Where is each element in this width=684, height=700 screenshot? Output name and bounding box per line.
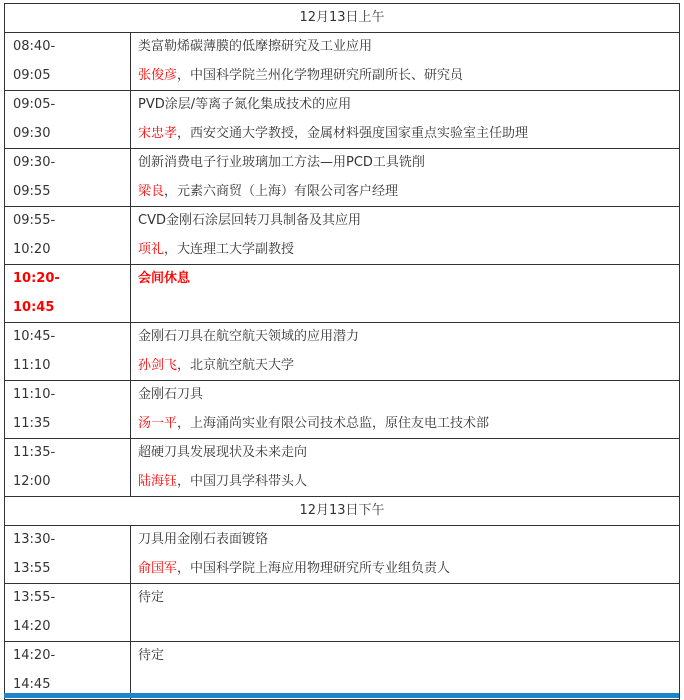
speaker-line [131,178,679,207]
speaker-affiliation: ，中国科学院上海应用物理研究所专业组负责人 [177,560,451,576]
speaker-line [131,294,679,323]
speaker-affiliation: ，上海涌尚实业有限公司技术总监，原住友电工技术部 [177,415,490,431]
session-row [5,526,680,584]
speaker-affiliation: ，中国刀具学科带头人 [177,473,308,489]
start-time: 09:55- [13,213,56,228]
speaker-affiliation: ，元素六商贸（上海）有限公司客户经理 [164,183,399,199]
end-time: 09:55 [13,183,51,199]
time-cell [5,439,131,497]
time-cell [5,584,131,642]
session-row [5,323,680,381]
end-time: 09:30 [13,125,51,141]
start-time: 09:30- [13,155,56,170]
session-row [5,439,680,497]
talk-title: 类富勒烯碳薄膜的低摩擦研究及工业应用 [138,39,373,54]
time-cell [5,381,131,439]
end-time: 13:55 [13,560,51,576]
section-header-row [5,497,680,526]
talk-title: 待定 [138,590,165,605]
talk-title: 待定 [138,648,165,663]
time-cell [5,207,131,265]
talk-title: 会间休息 [138,271,191,286]
talk-title: PVD涂层/等离子氮化集成技术的应用 [138,97,352,112]
topic-cell [131,207,680,265]
end-time: 10:45 [13,299,55,315]
time-cell [5,642,131,700]
time-cell [5,526,131,584]
end-time: 09:05 [13,67,51,83]
talk-title: 刀具用金刚石表面镀铬 [138,532,269,547]
speaker-name: 俞国军 [138,560,178,576]
speaker-line [131,352,679,381]
speaker-name: 陆海钰 [138,473,178,489]
speaker-line [131,555,679,584]
talk-title: 金刚石刀具 [138,387,204,402]
start-time: 11:35- [13,445,56,460]
speaker-line [131,613,679,642]
speaker-line [131,62,679,91]
topic-cell [131,381,680,439]
speaker-line [131,410,679,439]
speaker-affiliation: ，北京航空航天大学 [177,357,295,373]
session-row [5,207,680,265]
speaker-name: 张俊彦 [138,67,178,83]
talk-title: CVD金刚石涂层回转刀具制备及其应用 [138,213,361,228]
session-row [5,381,680,439]
time-cell [5,323,131,381]
start-time: 10:20- [13,271,60,286]
schedule-table [4,3,680,700]
topic-cell [131,265,680,323]
schedule-body [5,4,680,700]
start-time: 14:20- [13,648,56,663]
section-header-row [5,4,680,33]
time-cell [5,91,131,149]
bottom-accent-bar [4,693,679,698]
session-row [5,33,680,91]
end-time: 12:00 [13,473,51,489]
topic-cell [131,33,680,91]
time-cell [5,149,131,207]
topic-cell [131,526,680,584]
end-time: 14:45 [13,676,51,692]
topic-cell [131,91,680,149]
start-time: 09:05- [13,97,56,112]
speaker-name: 宋忠孝 [138,125,178,141]
talk-title: 金刚石刀具在航空航天领域的应用潜力 [138,329,360,344]
session-row [5,91,680,149]
section-header: 12月13日上午 [5,4,680,33]
start-time: 08:40- [13,39,56,54]
session-row [5,584,680,642]
topic-cell [131,584,680,642]
break-row [5,265,680,323]
start-time: 11:10- [13,387,56,402]
start-time: 13:55- [13,590,56,605]
session-row [5,642,680,700]
start-time: 13:30- [13,532,56,547]
talk-title: 创新消费电子行业玻璃加工方法—用PCD工具铣削 [138,155,425,170]
end-time: 11:35 [13,415,51,431]
speaker-name: 项礼 [138,241,165,257]
topic-cell [131,439,680,497]
end-time: 11:10 [13,357,51,373]
session-row [5,149,680,207]
speaker-name: 孙剑飞 [138,357,178,373]
time-cell [5,33,131,91]
section-header: 12月13日下午 [5,497,680,526]
topic-cell [131,149,680,207]
talk-title: 超硬刀具发展现状及未来走向 [138,445,308,460]
speaker-line [131,468,679,497]
end-time: 14:20 [13,618,51,634]
topic-cell [131,642,680,700]
end-time: 10:20 [13,241,51,257]
speaker-name: 汤一平 [138,415,178,431]
topic-cell [131,323,680,381]
time-cell [5,265,131,323]
speaker-name: 梁良 [138,183,165,199]
speaker-line [131,236,679,265]
speaker-affiliation: ，中国科学院兰州化学物理研究所副所长、研究员 [177,67,464,83]
start-time: 10:45- [13,329,56,344]
speaker-affiliation: ，大连理工大学副教授 [164,241,295,257]
speaker-line [131,120,679,149]
speaker-affiliation: ，西安交通大学教授，金属材料强度国家重点实验室主任助理 [177,125,529,141]
